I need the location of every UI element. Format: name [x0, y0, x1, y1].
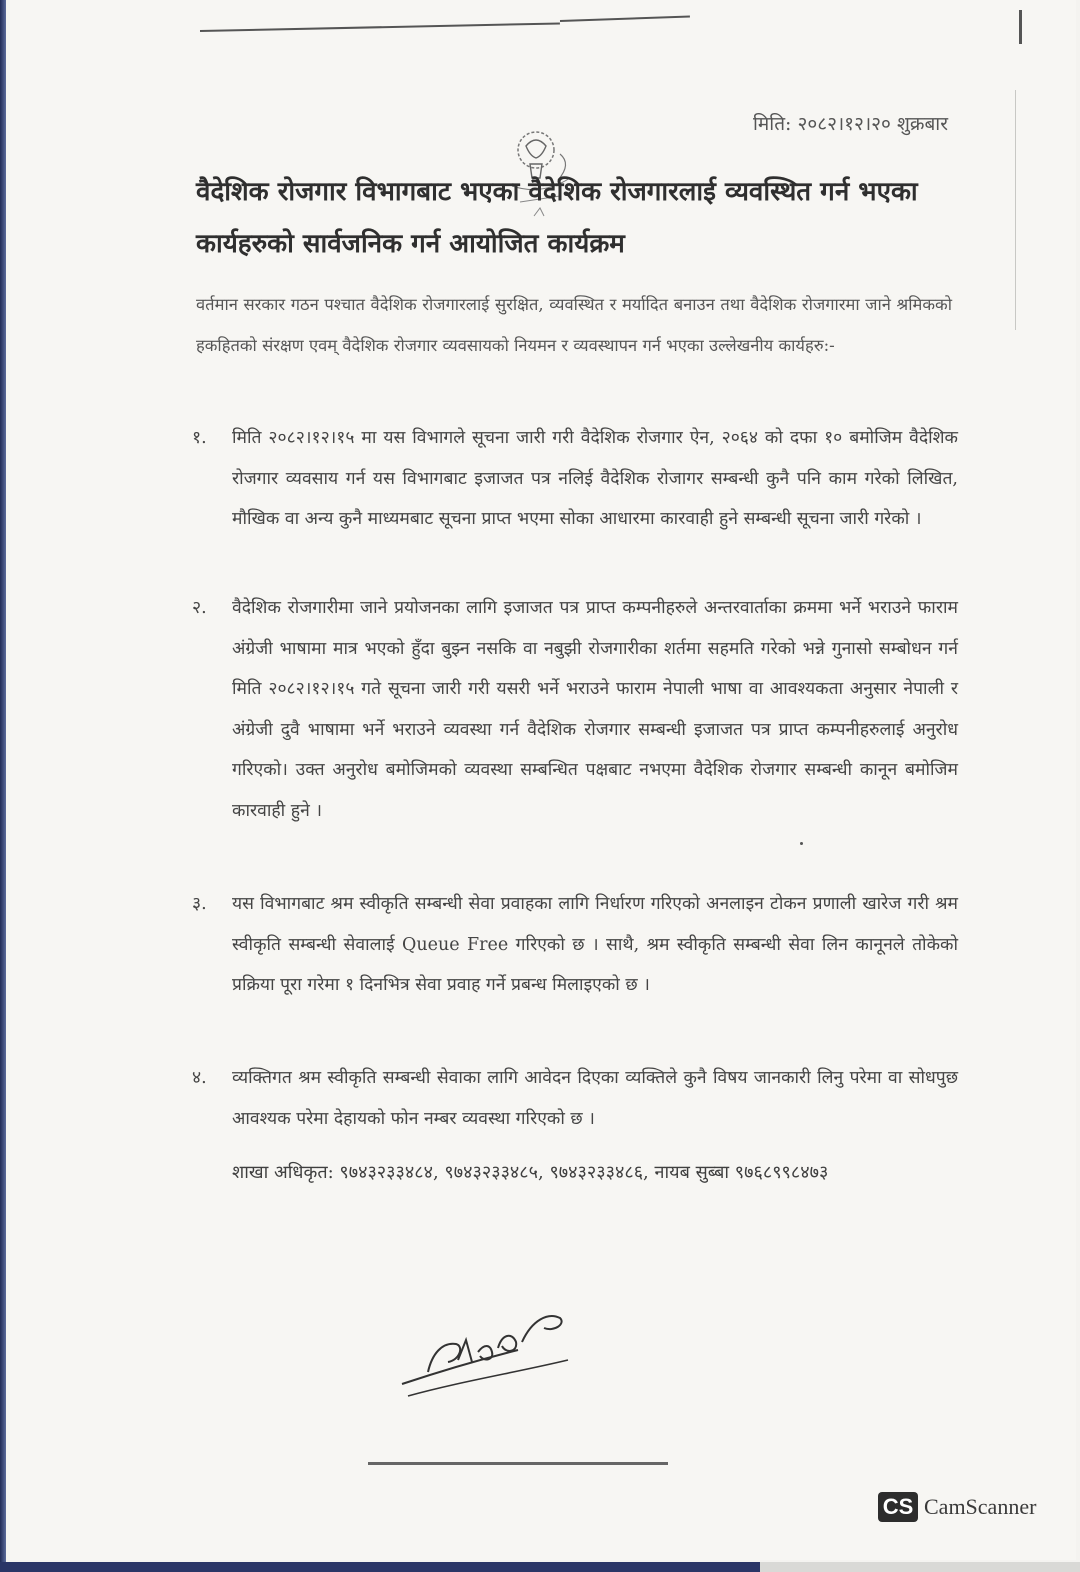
- left-scan-border: [0, 0, 6, 1572]
- list-item-text: व्यक्तिगत श्रम स्वीकृति सम्बन्धी सेवाका लागि आवेदन दिएका व्यक्तिले कुनै विषय जानकारी लिनु परेमा वा सोधपुछ आवश्यक परेमा देहायको फोन नम्बर व्यवस्था गरिएको छ ।: [232, 1068, 958, 1129]
- list-item-3: [192, 884, 958, 1006]
- list-item-text: वैदेशिक रोजगारीमा जाने प्रयोजनका लागि इजाजत पत्र प्राप्त कम्पनीहरुले अन्तरवार्ताका क्रममा भर्ने भराउने फाराम अंग्रेजी भाषामा मात्र भएको हुँदा बुझ्न नसकि वा नबुझी रोजगारीका शर्तमा सहमति गरेको भन्ने गुनासो सम्बोधन गर्न मिति २०८२।१२।१५ गते सूचना जारी गरी यसरी भर्ने भराउने फाराम नेपाली भाषा वा आवश्यकता अनुसार नेपाली र अंग्रेजी दुवै भाषामा भर्ने भराउने व्यवस्था गर्न वैदेशिक रोजगार सम्बन्धी इजाजत पत्र प्राप्त कम्पनीहरुलाई अनुरोध गरिएको। उक्त अनुरोध बमोजिमको व्यवस्था सम्बन्धित पक्षबाट नभएमा वैदेशिक रोजगार सम्बन्धी कानून बमोजिम कारवाही हुने ।: [232, 598, 958, 821]
- list-item-2: [192, 588, 958, 831]
- list-item-text: मिति २०८२।१२।१५ मा यस विभागले सूचना जारी गरी वैदेशिक रोजगार ऐन, २०६४ को दफा १० बमोजिम वैदेशिक रोजगार व्यवसाय गर्न यस विभागबाट इजाजत पत्र नलिई वैदेशिक रोजागर सम्बन्धी कुनै पनि काम गरेको लिखित, मौखिक वा अन्य कुनै माध्यमबाट सूचना प्राप्त भएमा सोका आधारमा कारवाही हुने सम्बन्धी सूचना जारी गरेको ।: [232, 428, 958, 529]
- list-item-text: यस विभागबाट श्रम स्वीकृति सम्बन्धी सेवा प्रवाहका लागि निर्धारण गरिएको अनलाइन टोकन प्रणाली खारेज गरी श्रम स्वीकृति सम्बन्धी सेवालाई Queue Free गरिएको छ । साथै, श्रम स्वीकृति सम्बन्धी सेवा लिन कानूनले तोकेको प्रक्रिया पूरा गरेमा १ दिनभित्र सेवा प्रवाह गर्ने प्रबन्ध मिलाइएको छ ।: [232, 894, 958, 995]
- camscanner-logo-icon: CS: [878, 1492, 918, 1522]
- paper-fold-line: [1015, 90, 1016, 330]
- list-item-1: [192, 418, 958, 540]
- list-item-4: [192, 1058, 958, 1139]
- camscanner-watermark: [878, 1492, 1036, 1522]
- handwritten-signature: [398, 1302, 598, 1402]
- list-item-number: २.: [192, 598, 207, 618]
- camscanner-label: CamScanner: [924, 1494, 1037, 1519]
- document-title: वैदेशिक रोजगार विभागबाट भएका वैदेशिक रोजगारलाई व्यवस्थित गर्न भएका कार्यहरुको सार्वजनिक गर्न आयोजित कार्यक्रम: [196, 177, 918, 259]
- top-right-mark: [1019, 10, 1022, 44]
- bottom-rule-line: [368, 1462, 668, 1465]
- list-item-number: १.: [192, 428, 207, 448]
- list-item-number: ४.: [192, 1068, 207, 1088]
- list-item-number: ३.: [192, 894, 207, 914]
- document-date: मिति: २०८२।१२।२० शुक्रबार: [752, 113, 948, 135]
- ink-speck: [800, 842, 803, 845]
- contact-numbers: शाखा अधिकृत: ९७४३२३३४८४, ९७४३२३३४८५, ९७४३२३३४८६, नायब सुब्बा ९७६८९९८४७३: [232, 1162, 829, 1183]
- bottom-scan-border-gap: [760, 1562, 1080, 1572]
- intro-paragraph: वर्तमान सरकार गठन पश्चात वैदेशिक रोजगारलाई सुरक्षित, व्यवस्थित र मर्यादित बनाउन तथा वैदेशिक रोजगारमा जाने श्रमिकको हकहितको संरक्षण एवम् वैदेशिक रोजगार व्यवसायको नियमन र व्यवस्थापन गर्न भएका उल्लेखनीय कार्यहरु:-: [196, 295, 952, 355]
